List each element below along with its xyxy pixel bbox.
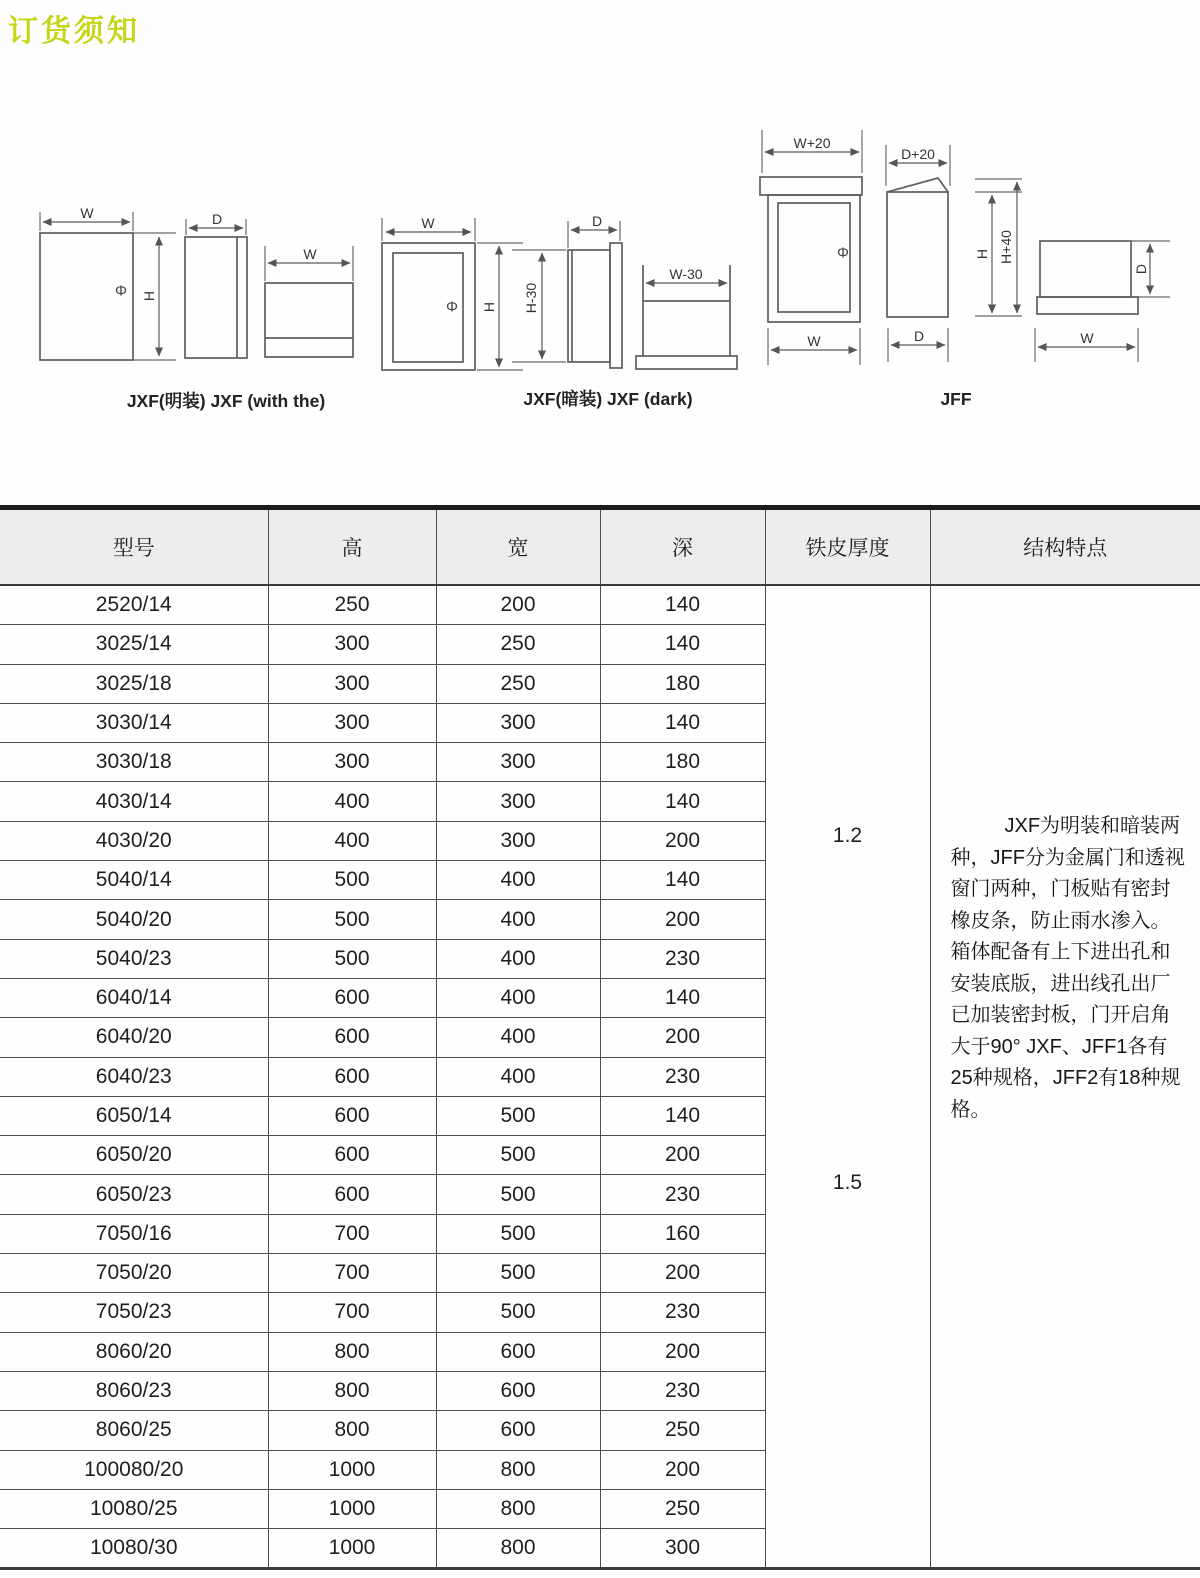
depth-cell: 140: [600, 703, 765, 742]
caption-jff: JFF: [940, 389, 972, 409]
model-cell: 3030/14: [0, 703, 268, 742]
width-cell: 400: [436, 900, 600, 939]
depth-cell: 230: [600, 1175, 765, 1214]
dim-label-h: H: [481, 301, 497, 313]
width-cell: 400: [436, 939, 600, 978]
depth-cell: 200: [600, 1332, 765, 1371]
height-cell: 300: [268, 625, 436, 664]
height-cell: 600: [268, 1057, 436, 1096]
width-cell: 250: [436, 664, 600, 703]
model-cell: 100080/20: [0, 1450, 268, 1489]
col-header-depth: 深: [600, 508, 765, 586]
width-cell: 200: [436, 585, 600, 625]
model-cell: 6040/20: [0, 1018, 268, 1057]
height-cell: 300: [268, 664, 436, 703]
dim-label-d-plus-20: D+20: [901, 146, 935, 162]
model-cell: 10080/25: [0, 1489, 268, 1528]
height-cell: 800: [268, 1332, 436, 1371]
depth-cell: 300: [600, 1529, 765, 1569]
width-cell: 400: [436, 978, 600, 1017]
depth-cell: 140: [600, 861, 765, 900]
dim-label-h-minus-30: H-30: [523, 282, 539, 314]
model-cell: 7050/16: [0, 1214, 268, 1253]
depth-cell: 200: [600, 1254, 765, 1293]
spec-table-body: [0, 585, 1200, 1569]
page-title: 订货须知: [8, 15, 140, 48]
model-cell: 3025/14: [0, 625, 268, 664]
depth-cell: 230: [600, 1371, 765, 1410]
model-cell: 8060/25: [0, 1411, 268, 1450]
thickness-value-1: 1.2: [832, 824, 863, 847]
door-handle-phi-symbol: Φ: [446, 298, 458, 316]
width-cell: 800: [436, 1529, 600, 1569]
height-cell: 1000: [268, 1529, 436, 1569]
model-cell: 4030/14: [0, 782, 268, 821]
height-cell: 700: [268, 1254, 436, 1293]
dim-label-h-plus-40: H+40: [998, 230, 1014, 264]
depth-cell: 140: [600, 625, 765, 664]
depth-cell: 200: [600, 1136, 765, 1175]
depth-cell: 140: [600, 585, 765, 625]
dim-label-w: W: [80, 205, 94, 221]
model-cell: 6050/20: [0, 1136, 268, 1175]
height-cell: 500: [268, 861, 436, 900]
width-cell: 600: [436, 1411, 600, 1450]
model-cell: 8060/20: [0, 1332, 268, 1371]
depth-cell: 250: [600, 1411, 765, 1450]
width-cell: 500: [436, 1214, 600, 1253]
height-cell: 800: [268, 1371, 436, 1410]
depth-cell: 200: [600, 1018, 765, 1057]
dim-label-d: D: [1133, 263, 1149, 275]
width-cell: 500: [436, 1254, 600, 1293]
model-cell: 6050/14: [0, 1096, 268, 1135]
door-handle-phi-symbol: Φ: [115, 282, 127, 300]
height-cell: 300: [268, 703, 436, 742]
model-cell: 3025/18: [0, 664, 268, 703]
depth-cell: 180: [600, 743, 765, 782]
jxf-surface-drawing: [40, 205, 353, 411]
height-cell: 600: [268, 978, 436, 1017]
technical-drawings: [0, 0, 1200, 470]
model-cell: 5040/14: [0, 861, 268, 900]
dim-label-w: W: [1080, 330, 1094, 346]
width-cell: 500: [436, 1293, 600, 1332]
width-cell: 600: [436, 1332, 600, 1371]
depth-cell: 200: [600, 821, 765, 860]
model-cell: 3030/18: [0, 743, 268, 782]
depth-cell: 230: [600, 1293, 765, 1332]
thickness-cell: [765, 585, 930, 1569]
depth-cell: 160: [600, 1214, 765, 1253]
depth-cell: 140: [600, 978, 765, 1017]
col-header-thickness: 铁皮厚度: [765, 508, 930, 586]
model-cell: 10080/30: [0, 1529, 268, 1569]
col-header-features: 结构特点: [930, 508, 1200, 586]
model-cell: 2520/14: [0, 585, 268, 625]
model-cell: 5040/20: [0, 900, 268, 939]
jff-drawing: [760, 130, 1170, 409]
depth-cell: 180: [600, 664, 765, 703]
width-cell: 300: [436, 703, 600, 742]
model-cell: 6040/14: [0, 978, 268, 1017]
height-cell: 600: [268, 1096, 436, 1135]
features-text: JXF为明装和暗装两种，JFF分为金属门和透视窗门两种，门板贴有密封橡皮条，防止雨水渗入。箱体配备有上下进出孔和安装底版，进出线孔出厂已加装密封板，门开启角大于90° JXF、JFF1各有25种规格，JFF2有18种规格。: [950, 815, 1185, 1121]
height-cell: 600: [268, 1018, 436, 1057]
model-cell: 5040/23: [0, 939, 268, 978]
width-cell: 800: [436, 1489, 600, 1528]
features-cell: [930, 585, 1200, 1569]
dim-label-w-plus-20: W+20: [793, 135, 831, 151]
width-cell: 250: [436, 625, 600, 664]
height-cell: 600: [268, 1175, 436, 1214]
height-cell: 700: [268, 1293, 436, 1332]
door-handle-phi-symbol: Φ: [837, 244, 849, 262]
thickness-value-2: 1.5: [832, 1171, 863, 1194]
dim-label-w: W: [807, 333, 821, 349]
table-row: [0, 585, 1200, 625]
dim-label-h: H: [974, 248, 990, 260]
width-cell: 400: [436, 1057, 600, 1096]
depth-cell: 140: [600, 782, 765, 821]
width-cell: 800: [436, 1450, 600, 1489]
depth-cell: 250: [600, 1489, 765, 1528]
model-cell: 6050/23: [0, 1175, 268, 1214]
height-cell: 600: [268, 1136, 436, 1175]
model-cell: 8060/23: [0, 1371, 268, 1410]
width-cell: 400: [436, 1018, 600, 1057]
dim-label-w-minus-30: W-30: [669, 266, 703, 282]
model-cell: 7050/20: [0, 1254, 268, 1293]
dim-label-d: D: [591, 213, 603, 229]
height-cell: 400: [268, 782, 436, 821]
height-cell: 700: [268, 1214, 436, 1253]
dim-label-d: D: [913, 328, 925, 344]
dim-label-d: D: [211, 211, 223, 227]
model-cell: 6040/23: [0, 1057, 268, 1096]
jxf-flush-drawing: [382, 213, 737, 409]
model-cell: 4030/20: [0, 821, 268, 860]
caption-jxf-flush: JXF(暗装) JXF (dark): [523, 389, 693, 409]
height-cell: 300: [268, 743, 436, 782]
header-row: [0, 508, 1200, 586]
col-header-height: 高: [268, 508, 436, 586]
depth-cell: 200: [600, 1450, 765, 1489]
height-cell: 1000: [268, 1489, 436, 1528]
caption-jxf-surface: JXF(明装) JXF (with the): [126, 391, 326, 411]
height-cell: 800: [268, 1411, 436, 1450]
width-cell: 300: [436, 821, 600, 860]
width-cell: 300: [436, 782, 600, 821]
width-cell: 600: [436, 1371, 600, 1410]
width-cell: 500: [436, 1175, 600, 1214]
col-header-model: 型号: [0, 508, 268, 586]
depth-cell: 140: [600, 1096, 765, 1135]
dim-label-w: W: [421, 215, 435, 231]
height-cell: 500: [268, 900, 436, 939]
col-header-width: 宽: [436, 508, 600, 586]
height-cell: 400: [268, 821, 436, 860]
width-cell: 500: [436, 1136, 600, 1175]
model-cell: 7050/23: [0, 1293, 268, 1332]
dim-label-w: W: [303, 246, 317, 262]
height-cell: 1000: [268, 1450, 436, 1489]
depth-cell: 230: [600, 939, 765, 978]
width-cell: 300: [436, 743, 600, 782]
height-cell: 500: [268, 939, 436, 978]
depth-cell: 200: [600, 900, 765, 939]
spec-table: [0, 505, 1200, 1570]
dim-label-h: H: [141, 290, 157, 302]
height-cell: 250: [268, 585, 436, 625]
width-cell: 500: [436, 1096, 600, 1135]
width-cell: 400: [436, 861, 600, 900]
depth-cell: 230: [600, 1057, 765, 1096]
